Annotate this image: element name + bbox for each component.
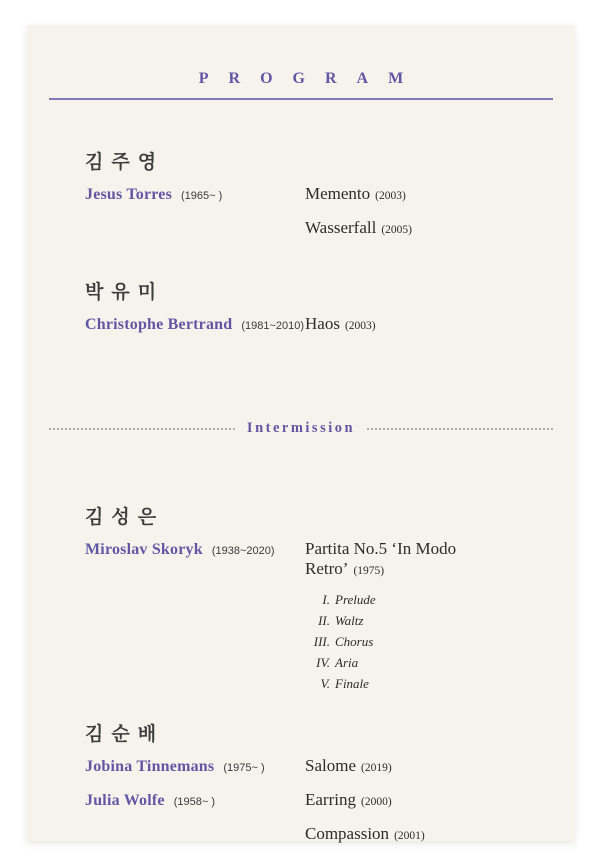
- work-title: Partita No.5 ‘In Modo Retro’: [305, 539, 457, 578]
- movement-name: Aria: [335, 655, 359, 670]
- works-cell: [305, 756, 517, 778]
- performer-name: 김순배: [85, 724, 165, 745]
- work-item: [305, 790, 517, 812]
- work-title: Compassion: [305, 824, 390, 843]
- work-item: [305, 756, 517, 778]
- intermission-divider: [49, 420, 553, 437]
- work-item: [305, 184, 517, 206]
- composer-dates: (1975~ ): [223, 762, 265, 774]
- work-item: [305, 314, 517, 336]
- intermission-label: Intermission: [246, 420, 356, 436]
- movement-name: Finale: [335, 676, 369, 691]
- movement-numeral: V.: [320, 676, 330, 691]
- movement-name: Waltz: [335, 613, 364, 628]
- work-year: (2003): [375, 190, 406, 202]
- performer-name: 김성은: [85, 507, 165, 528]
- program-section: [85, 152, 517, 240]
- works-cell: [305, 184, 517, 240]
- work-item: [305, 824, 517, 846]
- movement-item: [305, 610, 517, 631]
- work-year: (2003): [344, 320, 376, 332]
- dotted-line-left: [49, 428, 235, 430]
- work-item: [305, 539, 517, 694]
- first-half: [49, 152, 553, 336]
- composer-cell: [85, 316, 305, 334]
- works-cell: [305, 539, 517, 694]
- program-page: [27, 25, 575, 841]
- composer-cell: [85, 792, 305, 810]
- composer-dates: (1965~ ): [181, 190, 223, 202]
- composer-cell: [85, 186, 305, 204]
- composer-name: Julia Wolfe: [85, 792, 165, 809]
- movement-name: Chorus: [335, 634, 374, 649]
- performer-name: 김주영: [85, 152, 165, 173]
- movement-numeral: II.: [318, 613, 330, 628]
- title-rule: [49, 98, 553, 100]
- work-item: [305, 218, 517, 240]
- movement-item: [305, 673, 517, 694]
- movement-item: [305, 631, 517, 652]
- work-year: (2001): [394, 830, 425, 842]
- dotted-line-right: [367, 428, 553, 430]
- composer-dates: (1958~ ): [173, 796, 215, 808]
- program-section: [85, 724, 517, 846]
- works-cell: [305, 314, 517, 336]
- composer-cell: [85, 758, 305, 776]
- composer-name: Jesus Torres: [85, 186, 173, 203]
- program-entry: [85, 184, 517, 240]
- movement-name: Prelude: [335, 592, 376, 607]
- program-entry: [85, 539, 517, 694]
- composer-dates: (1938~2020): [211, 545, 275, 557]
- movement-item: [305, 652, 517, 673]
- movement-numeral: III.: [313, 634, 330, 649]
- composer-name: Jobina Tinnemans: [85, 758, 215, 775]
- work-title: Salome: [305, 756, 356, 775]
- composer-name: Miroslav Skoryk: [85, 541, 203, 558]
- work-year: (2019): [361, 762, 392, 774]
- program-entry: [85, 314, 517, 336]
- movement-numeral: IV.: [316, 655, 330, 670]
- work-title: Earring: [305, 790, 356, 809]
- performer-name: 박유미: [85, 282, 165, 303]
- second-half: [49, 507, 553, 846]
- composer-cell: [85, 541, 305, 559]
- movement-numeral: I.: [322, 592, 330, 607]
- work-year: (2000): [360, 796, 392, 808]
- movement-item: [305, 589, 517, 610]
- page-title: PROGRAM: [198, 70, 424, 87]
- movement-list: [305, 589, 517, 694]
- work-title: Haos: [305, 314, 340, 333]
- work-title: Wasserfall: [305, 218, 377, 237]
- program-section: [85, 507, 517, 694]
- composer-dates: (1981~2010): [241, 320, 305, 332]
- program-entry: [85, 790, 517, 846]
- program-entry: [85, 756, 517, 778]
- composer-name: Christophe Bertrand: [85, 316, 233, 333]
- work-year: (2005): [381, 224, 412, 236]
- works-cell: [305, 790, 517, 846]
- work-year: (1975): [353, 565, 385, 577]
- program-section: [85, 282, 517, 336]
- work-title: Memento: [305, 184, 371, 203]
